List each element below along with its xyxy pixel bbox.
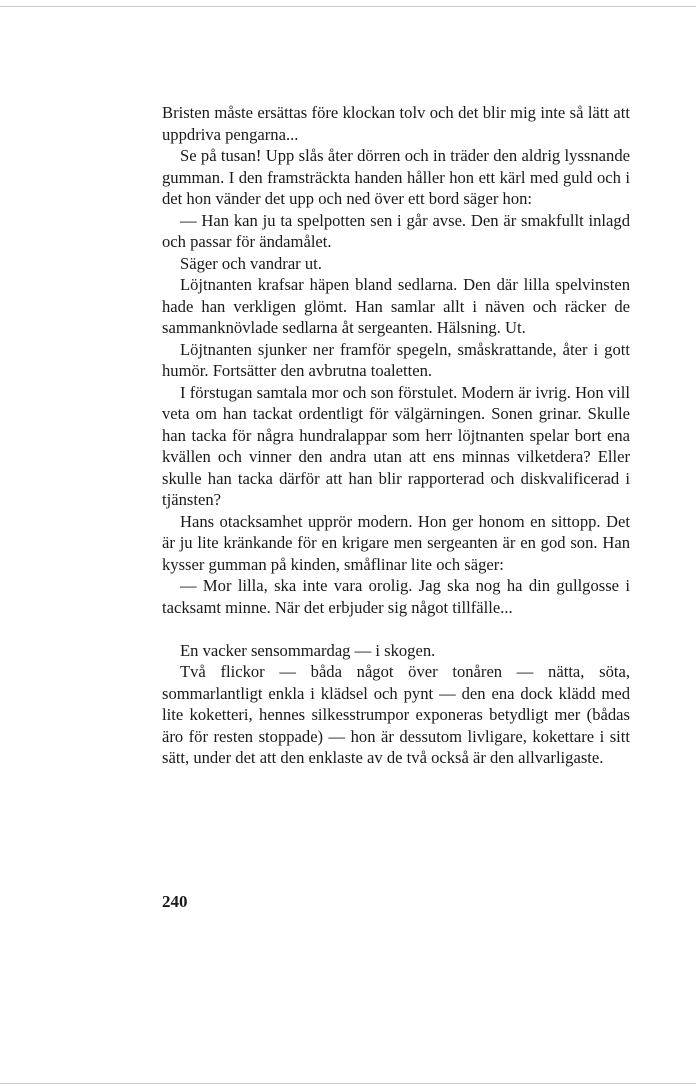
paragraph: Hans otacksamhet upprör modern. Hon ger honom en sittopp. Det är ju lite kränkande för en krigare men sergeanten är en god son. Han kysser gumman på kinden, småflinar lite och säger: <box>162 511 630 574</box>
paragraph: En vacker sensommardag — i skogen. <box>180 640 436 660</box>
paragraph: — Mor lilla, ska inte vara orolig. Jag ska nog ha din gullgosse i tacksamt minne. När det erbjuder sig något tillfälle... <box>162 576 630 617</box>
page-number: 240 <box>162 892 188 911</box>
paragraph: — Han kan ju ta spelpotten sen i går avse. Den är smakfullt inlagd och passar för ändamålet. <box>162 210 630 251</box>
paragraph: Två flickor — båda något över tonåren — nätta, söta, sommarlantligt enkla i klädsel och pynt — den ena dock klädd med lite koketteri, hennes silkesstrumpor exponeras betydligt mer (bådas äro för resten stoppade) — hon är dessutom livligare, kokettare i sitt sätt, under det att den enklaste av de två också är den allvarligaste. <box>162 662 630 767</box>
paragraph: Se på tusan! Upp slås åter dörren och in träder den aldrig lyssnande gumman. I den framsträckta handen håller hon ett kärl med guld och i det hon vänder det upp och ned över ett bord säger hon: <box>162 146 630 208</box>
page-body <box>162 102 630 769</box>
paragraph: Säger och vandrar ut. <box>180 253 322 273</box>
paragraph: I förstugan samtala mor och son förstulet. Modern är ivrig. Hon vill veta om han tackat ordentligt för välgärningen. Sonen grinar. Skulle han tacka för några hundralappar som herr löjtnanten spelar bort ena kvällen och vinner den andra utan att ens minnas vilketdera? Eller skulle han tacka därför att han blir rapporterad och diskvalificerad i tjänsten? <box>162 382 630 509</box>
section-break <box>162 618 630 640</box>
scan-edge-top <box>0 6 696 7</box>
paragraph: Löjtnanten krafsar häpen bland sedlarna. Den där lilla spelvinsten hade han verkligen glömt. Han samlar allt i näven och räcker de sammanknövlade sedlarna åt sergeanten. Hälsning. Ut. <box>162 275 630 337</box>
scan-edge-bottom <box>0 1083 696 1084</box>
paragraph: Löjtnanten sjunker ner framför spegeln, småskrattande, åter i gott humör. Fortsätter den avbrutna toaletten. <box>162 339 630 380</box>
paragraph: Bristen måste ersättas före klockan tolv och det blir mig inte så lätt att uppdriva pengarna... <box>162 103 630 144</box>
